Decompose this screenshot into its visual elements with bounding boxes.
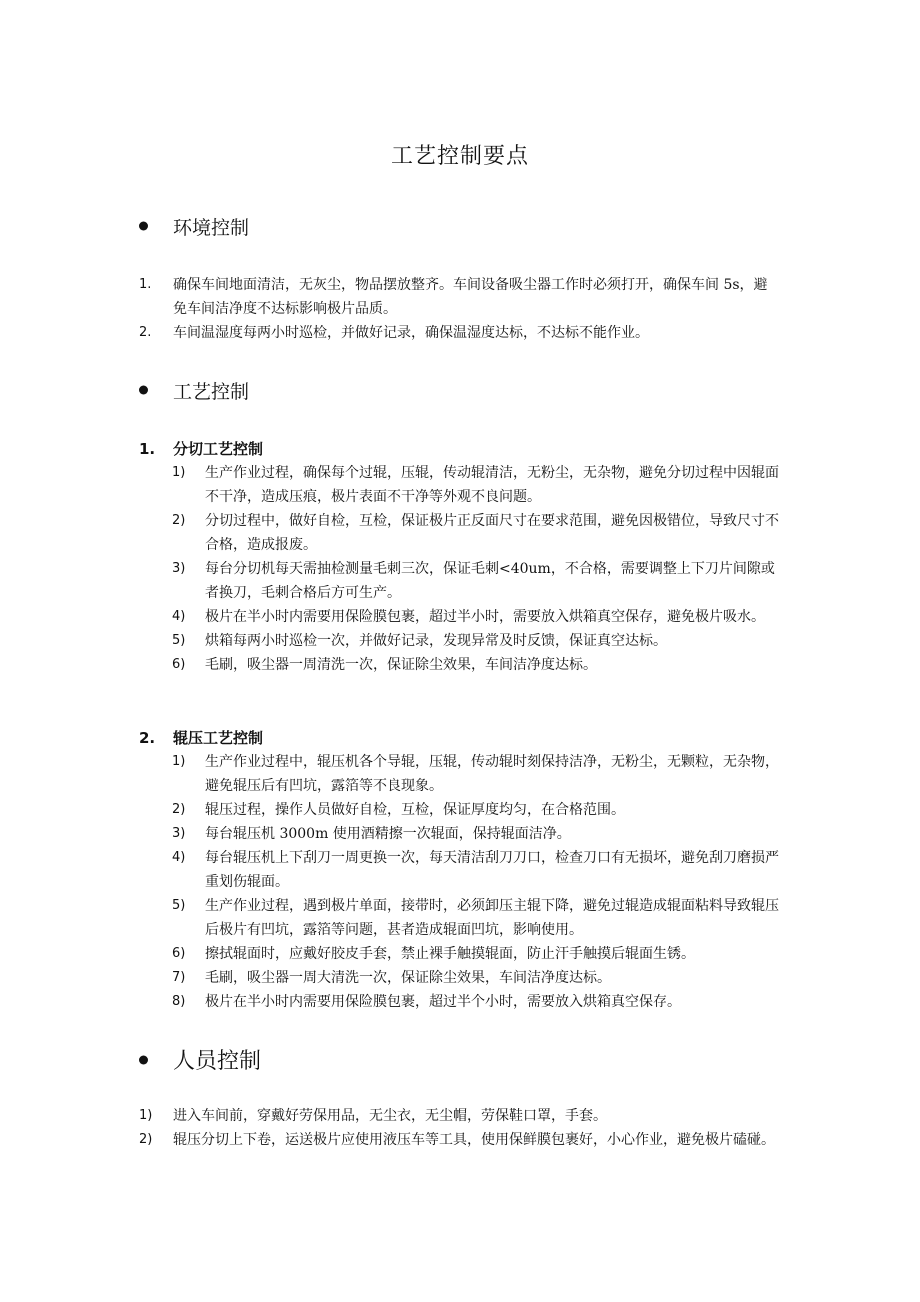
item-number: 6) [172,657,186,672]
item-text: 极片在半小时内需要用保险膜包裹，超过半小时，需要放入烘箱真空保存，避免极片吸水。 [205,609,765,625]
item-number: 2) [139,1132,153,1147]
item-text: 车间温湿度每两小时巡检，并做好记录，确保温湿度达标，不达标不能作业。 [173,325,649,341]
subheading-number: 1. [139,440,156,458]
item-number: 2. [139,325,152,340]
bullet-icon [139,1056,148,1065]
item-text: 毛刷，吸尘器一周大清洗一次，保证除尘效果，车间洁净度达标。 [205,970,611,986]
personnel-list [139,1104,779,1152]
bullet-icon [139,222,148,231]
item-text: 进入车间前，穿戴好劳保用品，无尘衣，无尘帽，劳保鞋口罩，手套。 [173,1108,607,1124]
item-number: 4) [172,850,186,865]
rolling-list [172,750,784,1014]
list-item [172,557,784,605]
item-text: 每台分切机每天需抽检测量毛刺三次，保证毛刺<40um，不合格，需要调整上下刀片间隙或者换刀，毛刺合格后方可生产。 [205,561,775,601]
list-item [139,1104,779,1128]
item-number: 2) [172,802,186,817]
item-text: 辊压过程，操作人员做好自检，互检，保证厚度均匀，在合格范围。 [205,802,625,818]
item-number: 4) [172,609,186,624]
item-text: 生产作业过程，遇到极片单面，接带时，必须卸压主辊下降，避免过辊造成辊面粘料导致辊压后极片有凹坑，露箔等问题，甚者造成辊面凹坑，影响使用。 [205,898,779,938]
item-text: 生产作业过程，确保每个过辊，压辊，传动辊清洁，无粉尘，无杂物，避免分切过程中因辊面不干净，造成压痕，极片表面不干净等外观不良问题。 [205,465,779,505]
item-number: 8) [172,994,186,1009]
list-item [172,942,784,966]
item-text: 每台辊压机上下刮刀一周更换一次，每天清洁刮刀刀口，检查刀口有无损坏，避免刮刀磨损严重划伤辊面。 [205,850,779,890]
item-number: 1) [139,1108,153,1123]
item-text: 分切过程中，做好自检，互检，保证极片正反面尺寸在要求范围，避免因极错位，导致尺寸不合格，造成报废。 [205,513,779,553]
list-item [172,990,784,1014]
section-heading-label: 人员控制 [173,1049,262,1074]
item-number: 7) [172,970,186,985]
page-title: 工艺控制要点 [390,144,529,169]
item-text: 每台辊压机 3000m 使用酒精擦一次辊面，保持辊面洁净。 [205,826,571,842]
list-item [172,750,784,798]
subheading-number: 2. [139,729,156,747]
item-text: 极片在半小时内需要用保险膜包裹，超过半个小时，需要放入烘箱真空保存。 [205,994,681,1010]
list-item [172,894,784,942]
subheading-label: 辊压工艺控制 [173,729,264,747]
list-item [172,653,784,677]
list-item [172,822,784,846]
item-text: 烘箱每两小时巡检一次，并做好记录，发现异常及时反馈，保证真空达标。 [205,633,667,649]
item-text: 确保车间地面清洁，无灰尘，物品摆放整齐。车间设备吸尘器工作时必须打开，确保车间 5s，避免车间洁净度不达标影响极片品质。 [173,277,768,317]
section-heading-label: 工艺控制 [173,381,250,403]
item-text: 辊压分切上下卷，运送极片应使用液压车等工具，使用保鲜膜包裹好，小心作业，避免极片磕碰。 [173,1132,775,1148]
item-number: 1. [139,277,152,292]
item-number: 5) [172,633,186,648]
item-number: 2) [172,513,186,528]
list-item [172,798,784,822]
item-number: 3) [172,561,186,576]
item-text: 擦拭辊面时，应戴好胶皮手套，禁止裸手触摸辊面，防止汗手触摸后辊面生锈。 [205,946,695,962]
list-item [139,1128,779,1152]
list-item [139,321,779,345]
item-number: 1) [172,754,186,769]
list-item [172,605,784,629]
list-item [172,461,784,509]
item-number: 5) [172,898,186,913]
subheading-label: 分切工艺控制 [173,440,264,458]
bullet-icon [139,386,148,395]
item-number: 3) [172,826,186,841]
list-item [172,629,784,653]
section-heading-label: 环境控制 [173,217,250,239]
list-item [139,273,779,321]
item-number: 6) [172,946,186,961]
item-text: 生产作业过程中，辊压机各个导辊，压辊，传动辊时刻保持洁净，无粉尘，无颗粒，无杂物，避免辊压后有凹坑，露箔等不良现象。 [205,754,779,794]
item-number: 1) [172,465,186,480]
item-text: 毛刷，吸尘器一周清洗一次，保证除尘效果，车间洁净度达标。 [205,657,597,673]
list-item [172,846,784,894]
environment-list [139,273,779,345]
list-item [172,966,784,990]
cutting-list [172,461,784,677]
list-item [172,509,784,557]
